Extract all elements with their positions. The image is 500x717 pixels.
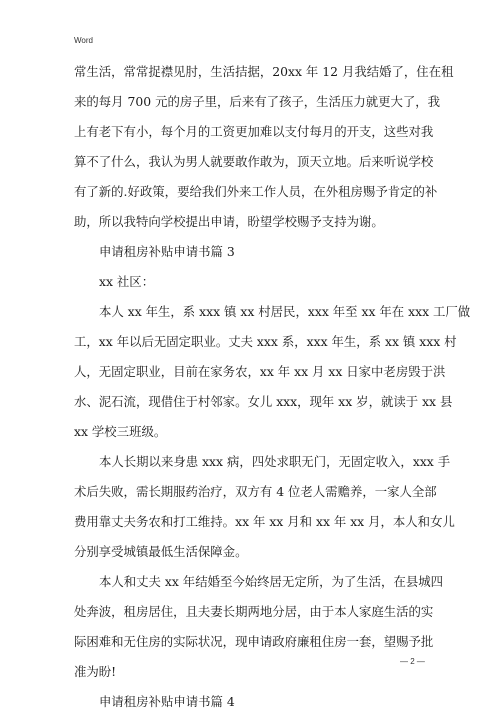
paragraph-line: 人，无固定职业，目前在家务农，xx 年 xx 月 xx 日家中老房毁于洪	[74, 364, 446, 379]
paragraph-line: 准为盼!	[74, 664, 117, 679]
document-body	[74, 57, 471, 717]
paragraph-line: 算不了什么，我认为男人就要敢作敢为，顶天立地。后来听说学校	[74, 154, 434, 169]
paragraph-line: 助，所以我特向学校提出申请，盼望学校赐予支持为谢。	[74, 214, 384, 229]
page-number: — 2 —	[400, 657, 425, 666]
paragraph-line: 有了新的.好政策，要给我们外来工作人员，在外租房赐予肯定的补	[74, 184, 438, 199]
section-heading-4: 申请租房补贴申请书篇 4	[99, 694, 235, 709]
paragraph-line: 工，xx 年以后无固定职业。丈夫 xxx 系，xxx 年生，系 xx 镇 xxx 村	[74, 334, 457, 349]
document-header-label: Word	[74, 36, 93, 45]
paragraph-line: 费用靠丈夫务农和打工维持。xx 年 xx 月和 xx 年 xx 月，本人和女儿	[74, 514, 455, 529]
paragraph-line: 本人和丈夫 xx 年结婚至今始终居无定所，为了生活，在县城四	[99, 574, 444, 589]
paragraph-line: 分别享受城镇最低生活保障金。	[74, 544, 248, 559]
paragraph-line: 常生活，常常捉襟见肘，生活拮据，20xx 年 12 月我结婚了，住在租	[74, 64, 454, 79]
paragraph-line: 来的每月 700 元的房子里，后来有了孩子，生活压力就更大了，我	[74, 94, 441, 109]
paragraph-line: 处奔波，租房居住，且夫妻长期两地分居，由于本人家庭生活的实	[74, 604, 434, 619]
paragraph-line: 本人 xx 年生，系 xxx 镇 xx 村居民，xxx 年至 xx 年在 xxx 工厂做	[99, 304, 471, 319]
paragraph-line: 水、泥石流，现借住于村邻家。女儿 xxx，现年 xx 岁，就读于 xx 县	[74, 394, 453, 409]
section-heading-3: 申请租房补贴申请书篇 3	[99, 244, 235, 259]
paragraph-line: 本人长期以来身患 xxx 病，四处求职无门，无固定收入，xxx 手	[99, 454, 451, 469]
paragraph-line: 上有老下有小，每个月的工资更加难以支付每月的开支，这些对我	[74, 124, 434, 139]
salutation: xx 社区：	[99, 274, 155, 289]
paragraph-line: xx 学校三班级。	[74, 424, 167, 439]
paragraph-line: 术后失败，需长期服药治疗，双方有 4 位老人需赡养，一家人全部	[74, 484, 437, 499]
paragraph-line: 际困难和无住房的实际状况，现申请政府廉租住房一套，望赐予批	[74, 634, 434, 649]
